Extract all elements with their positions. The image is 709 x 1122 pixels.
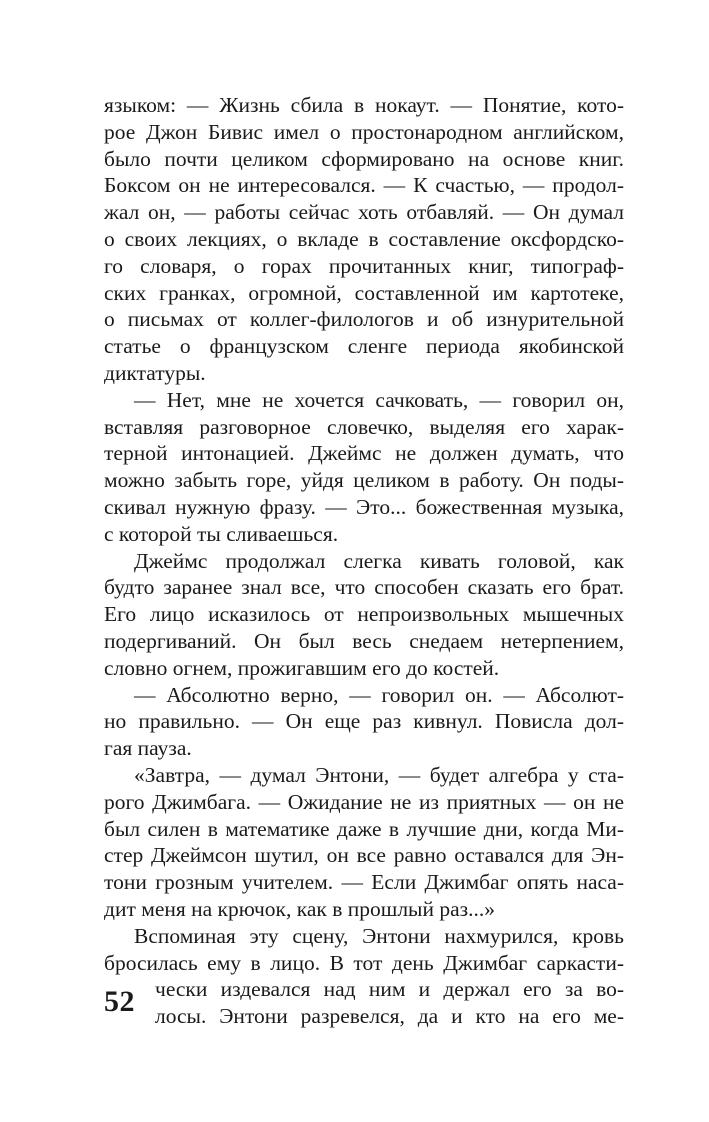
text-line: Джеймс продолжал слегка кивать головой, как xyxy=(134,548,624,573)
body-text xyxy=(104,92,624,976)
text-line: дит меня на крючок, как в прошлый раз...» xyxy=(104,896,496,921)
text-line: подергиваний. Он был весь снедаем нетерпением, xyxy=(104,628,624,653)
text-line: был силен в математике даже в лучшие дни, когда Ми- xyxy=(104,816,624,841)
text-line: — Абсолютно верно, — говорил он. — Абсолют- xyxy=(134,682,624,707)
text-line: Вспоминая эту сцену, Энтони нахмурился, кровь xyxy=(134,923,624,948)
text-line: «Завтра, — думал Энтони, — будет алгебра у ста- xyxy=(134,762,624,787)
text-line: жал он, — работы сейчас хоть отбавляй. — Он думал xyxy=(104,200,624,225)
text-line: языком: — Жизнь сбила в нокаут. — Понятие, кото- xyxy=(104,93,624,117)
text-line: Его лицо исказилось от непроизвольных мышечных xyxy=(104,602,624,627)
text-line: го словаря, о горах прочитанных книг, типограф- xyxy=(104,253,624,278)
text-line: можно забыть горе, уйдя целиком в работу. Он поды- xyxy=(104,468,624,493)
text-line: лосы. Энтони разревелся, да и кто на его ме- xyxy=(155,1004,624,1029)
text-line: терной интонацией. Джеймс не должен думать, что xyxy=(104,441,624,466)
text-line: ских гранках, огромной, составленной им картотеке, xyxy=(104,280,624,305)
text-line: рое Джон Бивис имел о простонародном английском, xyxy=(104,119,624,144)
text-line: диктатуры. xyxy=(104,360,206,385)
text-line: с которой ты сливаешься. xyxy=(104,521,339,546)
bottom-text xyxy=(104,976,624,1030)
text-line: словно огнем, прожигавшим его до костей. xyxy=(104,655,500,680)
text-line: чески издевался над ним и держал его за во- xyxy=(155,977,624,1002)
text-line: о письмах от коллег-филологов и об изнурительной xyxy=(104,307,624,332)
text-line: вставляя разговорное словечко, выделяя его харак- xyxy=(104,414,624,439)
text-line: о своих лекциях, о вкладе в составление оксфордско- xyxy=(104,226,624,251)
text-line: но правильно. — Он еще раз кивнул. Повисла дол- xyxy=(104,709,624,734)
text-line: тони грозным учителем. — Если Джимбаг опять наса- xyxy=(104,870,624,895)
text-line: было почти целиком сформировано на основе книг. xyxy=(104,146,624,171)
text-line: рого Джимбага. — Ожидание не из приятных — он не xyxy=(104,789,624,814)
page-number: 52 xyxy=(104,985,135,1018)
text-line: стер Джеймсон шутил, он все равно оставался для Эн- xyxy=(104,843,624,868)
text-line: будто заранее знал все, что способен сказать его брат. xyxy=(104,575,624,600)
text-line: — Нет, мне не хочется сачковать, — говорил он, xyxy=(134,387,624,412)
text-line: статье о французском сленге периода якобинской xyxy=(104,334,624,359)
text-line: гая пауза. xyxy=(104,736,192,761)
text-line: скивал нужную фразу. — Это... божественная музыка, xyxy=(104,494,624,519)
page-text xyxy=(104,92,624,1030)
text-line: бросилась ему в лицо. В тот день Джимбаг саркасти- xyxy=(104,950,624,975)
text-line: Боксом он не интересовался. — К счастью, — продол- xyxy=(104,173,624,198)
